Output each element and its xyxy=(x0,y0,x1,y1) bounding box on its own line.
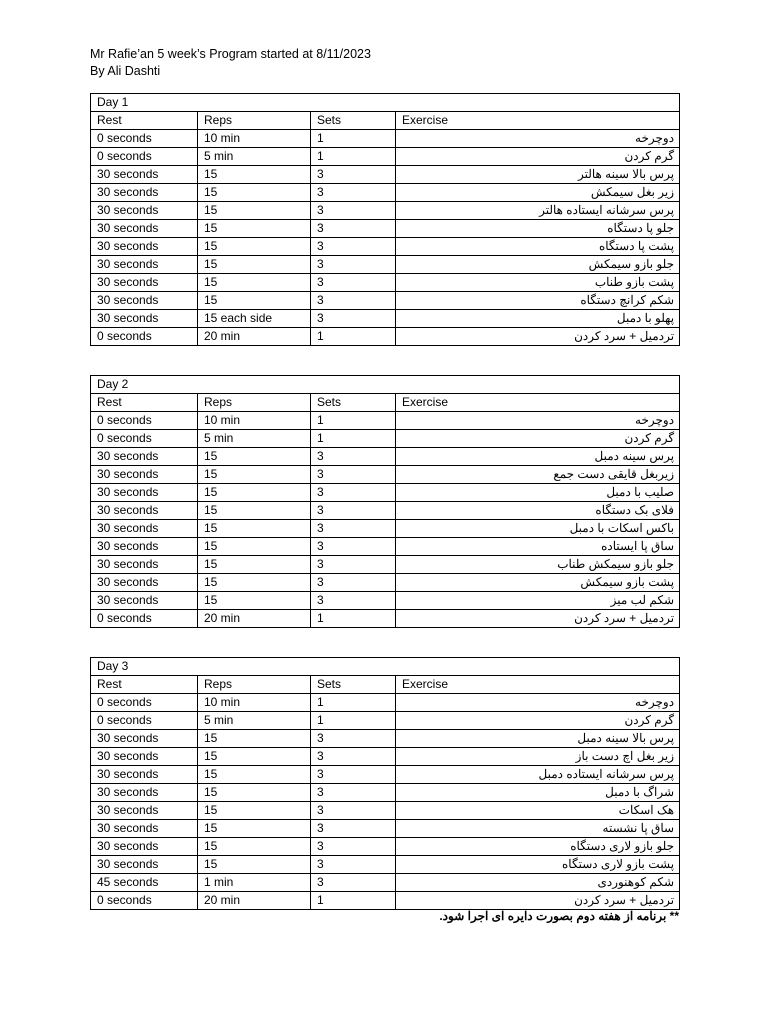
reps-cell: 15 xyxy=(198,784,311,802)
exercise-cell: پشت پا دستگاه xyxy=(396,238,680,256)
rest-cell: 30 seconds xyxy=(91,802,198,820)
exercise-cell: جلو بازو سیمکش xyxy=(396,256,680,274)
exercise-cell: زیربغل قایقی دست جمع xyxy=(396,466,680,484)
reps-cell: 15 xyxy=(198,184,311,202)
rest-cell: 30 seconds xyxy=(91,820,198,838)
reps-cell: 15 xyxy=(198,838,311,856)
rest-cell: 30 seconds xyxy=(91,856,198,874)
exercise-cell: دوچرخه xyxy=(396,694,680,712)
sets-cell: 3 xyxy=(311,502,396,520)
table-row xyxy=(91,238,680,256)
reps-header: Reps xyxy=(198,676,311,694)
sets-cell: 3 xyxy=(311,538,396,556)
sets-cell: 3 xyxy=(311,520,396,538)
rest-header: Rest xyxy=(91,394,198,412)
table-row xyxy=(91,694,680,712)
reps-cell: 20 min xyxy=(198,610,311,628)
rest-cell: 0 seconds xyxy=(91,148,198,166)
rest-cell: 0 seconds xyxy=(91,610,198,628)
sets-cell: 1 xyxy=(311,412,396,430)
document-header xyxy=(90,46,371,80)
table-row xyxy=(91,292,680,310)
table-row xyxy=(91,712,680,730)
rest-cell: 30 seconds xyxy=(91,502,198,520)
exercise-header: Exercise xyxy=(396,394,680,412)
reps-cell: 15 xyxy=(198,202,311,220)
day-title: Day 3 xyxy=(91,658,680,676)
reps-cell: 20 min xyxy=(198,892,311,910)
reps-cell: 15 xyxy=(198,274,311,292)
table-row xyxy=(91,520,680,538)
table-row xyxy=(91,802,680,820)
exercise-cell: پشت بازو لاری دستگاه xyxy=(396,856,680,874)
reps-cell: 15 xyxy=(198,802,311,820)
column-header-row xyxy=(91,394,680,412)
day-title: Day 2 xyxy=(91,376,680,394)
day-1-table xyxy=(90,93,680,346)
sets-cell: 1 xyxy=(311,130,396,148)
reps-header: Reps xyxy=(198,394,311,412)
exercise-cell: پهلو با دمبل xyxy=(396,310,680,328)
footnote: ** برنامه از هفته دوم بصورت دایره ای اجرا شود. xyxy=(439,909,679,923)
exercise-cell: پرس بالا سینه هالتر xyxy=(396,166,680,184)
sets-cell: 3 xyxy=(311,592,396,610)
table-row xyxy=(91,220,680,238)
exercise-cell: زیر بغل سیمکش xyxy=(396,184,680,202)
rest-cell: 30 seconds xyxy=(91,238,198,256)
table-row xyxy=(91,610,680,628)
reps-cell: 15 xyxy=(198,730,311,748)
exercise-cell: شکم لب میز xyxy=(396,592,680,610)
rest-cell: 30 seconds xyxy=(91,292,198,310)
table-row xyxy=(91,556,680,574)
reps-cell: 15 xyxy=(198,256,311,274)
reps-cell: 10 min xyxy=(198,130,311,148)
sets-cell: 3 xyxy=(311,556,396,574)
reps-cell: 5 min xyxy=(198,712,311,730)
table-row xyxy=(91,784,680,802)
rest-cell: 30 seconds xyxy=(91,520,198,538)
exercise-cell: گرم کردن xyxy=(396,148,680,166)
table-row xyxy=(91,748,680,766)
rest-header: Rest xyxy=(91,676,198,694)
rest-cell: 30 seconds xyxy=(91,202,198,220)
table-row xyxy=(91,148,680,166)
sets-cell: 3 xyxy=(311,238,396,256)
table-row xyxy=(91,730,680,748)
exercise-cell: ساق پا ایستاده xyxy=(396,538,680,556)
exercise-cell: تردمیل + سرد کردن xyxy=(396,328,680,346)
rest-cell: 30 seconds xyxy=(91,256,198,274)
table-row xyxy=(91,202,680,220)
table-row xyxy=(91,592,680,610)
exercise-cell: جلو پا دستگاه xyxy=(396,220,680,238)
table-row xyxy=(91,874,680,892)
table-row xyxy=(91,256,680,274)
rest-cell: 30 seconds xyxy=(91,730,198,748)
exercise-cell: گرم کردن xyxy=(396,430,680,448)
table-row xyxy=(91,466,680,484)
reps-cell: 15 xyxy=(198,292,311,310)
reps-cell: 15 xyxy=(198,856,311,874)
sets-cell: 1 xyxy=(311,694,396,712)
sets-cell: 3 xyxy=(311,484,396,502)
sets-cell: 3 xyxy=(311,748,396,766)
exercise-cell: جلو بازو لاری دستگاه xyxy=(396,838,680,856)
reps-cell: 15 xyxy=(198,220,311,238)
rest-cell: 30 seconds xyxy=(91,310,198,328)
exercise-cell: شکم کوهنوردی xyxy=(396,874,680,892)
day-2-table xyxy=(90,375,680,628)
table-row xyxy=(91,820,680,838)
sets-cell: 3 xyxy=(311,856,396,874)
exercise-cell: شکم کرانچ دستگاه xyxy=(396,292,680,310)
day-title-row xyxy=(91,94,680,112)
sets-cell: 3 xyxy=(311,784,396,802)
sets-cell: 1 xyxy=(311,430,396,448)
rest-cell: 30 seconds xyxy=(91,592,198,610)
sets-cell: 3 xyxy=(311,256,396,274)
sets-cell: 3 xyxy=(311,574,396,592)
table-row xyxy=(91,310,680,328)
rest-cell: 30 seconds xyxy=(91,484,198,502)
reps-cell: 15 xyxy=(198,538,311,556)
sets-cell: 3 xyxy=(311,802,396,820)
reps-cell: 15 xyxy=(198,466,311,484)
rest-cell: 30 seconds xyxy=(91,838,198,856)
table-row xyxy=(91,574,680,592)
exercise-cell: فلای بک دستگاه xyxy=(396,502,680,520)
rest-cell: 0 seconds xyxy=(91,892,198,910)
table-row xyxy=(91,766,680,784)
rest-cell: 30 seconds xyxy=(91,220,198,238)
sets-cell: 3 xyxy=(311,466,396,484)
rest-cell: 30 seconds xyxy=(91,166,198,184)
reps-cell: 15 xyxy=(198,574,311,592)
table-row xyxy=(91,130,680,148)
rest-cell: 30 seconds xyxy=(91,556,198,574)
reps-cell: 15 xyxy=(198,520,311,538)
sets-cell: 3 xyxy=(311,766,396,784)
sets-cell: 1 xyxy=(311,328,396,346)
reps-cell: 15 xyxy=(198,592,311,610)
table-row xyxy=(91,448,680,466)
exercise-cell: باکس اسکات با دمبل xyxy=(396,520,680,538)
exercise-header: Exercise xyxy=(396,676,680,694)
sets-cell: 1 xyxy=(311,148,396,166)
table-row xyxy=(91,892,680,910)
reps-cell: 15 xyxy=(198,502,311,520)
exercise-cell: پشت بازو سیمکش xyxy=(396,574,680,592)
exercise-cell: جلو بازو سیمکش طناب xyxy=(396,556,680,574)
table-row xyxy=(91,484,680,502)
exercise-cell: دوچرخه xyxy=(396,412,680,430)
reps-cell: 20 min xyxy=(198,328,311,346)
exercise-cell: گرم کردن xyxy=(396,712,680,730)
reps-cell: 10 min xyxy=(198,694,311,712)
reps-cell: 15 xyxy=(198,238,311,256)
sets-cell: 3 xyxy=(311,310,396,328)
exercise-cell: هک اسکات xyxy=(396,802,680,820)
exercise-cell: دوچرخه xyxy=(396,130,680,148)
table-row xyxy=(91,412,680,430)
sets-cell: 3 xyxy=(311,448,396,466)
sets-header: Sets xyxy=(311,676,396,694)
rest-cell: 45 seconds xyxy=(91,874,198,892)
sets-cell: 3 xyxy=(311,184,396,202)
rest-cell: 0 seconds xyxy=(91,130,198,148)
sets-cell: 3 xyxy=(311,730,396,748)
day-title-row xyxy=(91,658,680,676)
exercise-cell: شراگ با دمبل xyxy=(396,784,680,802)
sets-cell: 3 xyxy=(311,820,396,838)
reps-cell: 5 min xyxy=(198,430,311,448)
rest-cell: 30 seconds xyxy=(91,784,198,802)
reps-cell: 15 xyxy=(198,166,311,184)
table-row xyxy=(91,184,680,202)
exercise-cell: تردمیل + سرد کردن xyxy=(396,892,680,910)
reps-cell: 1 min xyxy=(198,874,311,892)
rest-cell: 0 seconds xyxy=(91,430,198,448)
table-row xyxy=(91,856,680,874)
table-row xyxy=(91,274,680,292)
table-row xyxy=(91,166,680,184)
rest-header: Rest xyxy=(91,112,198,130)
rest-cell: 30 seconds xyxy=(91,184,198,202)
table-row xyxy=(91,430,680,448)
rest-cell: 30 seconds xyxy=(91,766,198,784)
table-row xyxy=(91,328,680,346)
sets-cell: 1 xyxy=(311,610,396,628)
exercise-header: Exercise xyxy=(396,112,680,130)
reps-cell: 15 xyxy=(198,484,311,502)
program-author: By Ali Dashti xyxy=(90,64,161,78)
rest-cell: 30 seconds xyxy=(91,748,198,766)
reps-header: Reps xyxy=(198,112,311,130)
sets-header: Sets xyxy=(311,112,396,130)
table-row xyxy=(91,838,680,856)
column-header-row xyxy=(91,676,680,694)
exercise-cell: پرس بالا سینه دمبل xyxy=(396,730,680,748)
sets-header: Sets xyxy=(311,394,396,412)
rest-cell: 0 seconds xyxy=(91,712,198,730)
day-title: Day 1 xyxy=(91,94,680,112)
sets-cell: 3 xyxy=(311,274,396,292)
sets-cell: 3 xyxy=(311,874,396,892)
sets-cell: 1 xyxy=(311,892,396,910)
reps-cell: 5 min xyxy=(198,148,311,166)
reps-cell: 10 min xyxy=(198,412,311,430)
column-header-row xyxy=(91,112,680,130)
reps-cell: 15 each side xyxy=(198,310,311,328)
table-row xyxy=(91,538,680,556)
rest-cell: 30 seconds xyxy=(91,448,198,466)
sets-cell: 3 xyxy=(311,202,396,220)
exercise-cell: تردمیل + سرد کردن xyxy=(396,610,680,628)
exercise-cell: پرس سرشانه ایستاده هالتر xyxy=(396,202,680,220)
exercise-cell: ساق پا نشسته xyxy=(396,820,680,838)
rest-cell: 0 seconds xyxy=(91,694,198,712)
table-row xyxy=(91,502,680,520)
rest-cell: 30 seconds xyxy=(91,466,198,484)
day-3-table xyxy=(90,657,680,910)
exercise-cell: پرس سرشانه ایستاده دمبل xyxy=(396,766,680,784)
reps-cell: 15 xyxy=(198,766,311,784)
rest-cell: 0 seconds xyxy=(91,328,198,346)
rest-cell: 30 seconds xyxy=(91,274,198,292)
exercise-cell: زیر بغل اچ دست باز xyxy=(396,748,680,766)
sets-cell: 3 xyxy=(311,166,396,184)
rest-cell: 30 seconds xyxy=(91,574,198,592)
day-title-row xyxy=(91,376,680,394)
program-title: Mr Rafie’an 5 week’s Program started at 8/11/2023 xyxy=(90,47,371,61)
exercise-cell: پرس سینه دمبل xyxy=(396,448,680,466)
sets-cell: 1 xyxy=(311,712,396,730)
reps-cell: 15 xyxy=(198,820,311,838)
exercise-cell: صلیب با دمبل xyxy=(396,484,680,502)
reps-cell: 15 xyxy=(198,448,311,466)
rest-cell: 0 seconds xyxy=(91,412,198,430)
sets-cell: 3 xyxy=(311,292,396,310)
rest-cell: 30 seconds xyxy=(91,538,198,556)
sets-cell: 3 xyxy=(311,838,396,856)
exercise-cell: پشت بازو طناب xyxy=(396,274,680,292)
reps-cell: 15 xyxy=(198,556,311,574)
sets-cell: 3 xyxy=(311,220,396,238)
reps-cell: 15 xyxy=(198,748,311,766)
